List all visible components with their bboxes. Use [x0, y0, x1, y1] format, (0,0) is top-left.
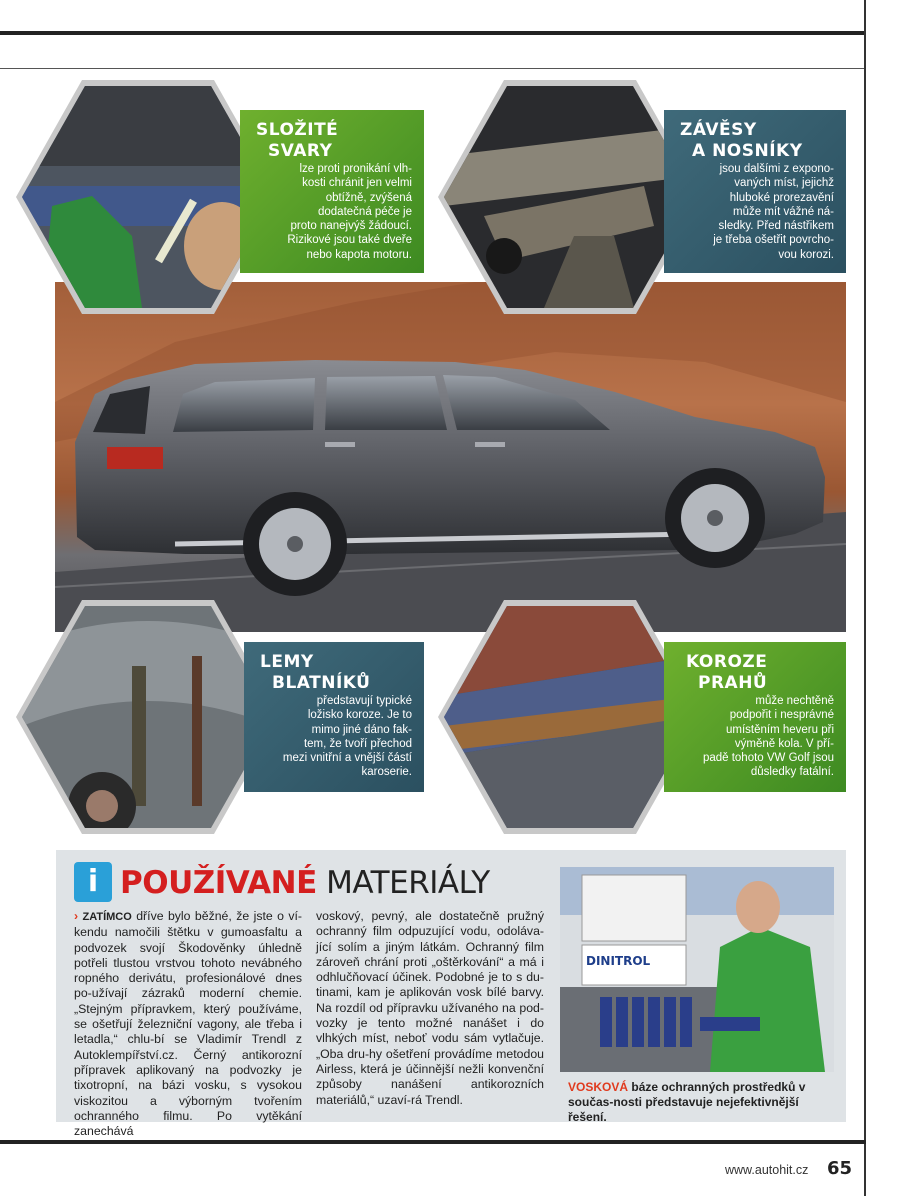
hero-car-photo [55, 282, 846, 632]
hex-photo-welds [22, 86, 274, 308]
hex-photo-sill [444, 606, 696, 828]
caption-zavesy-title: ZÁVĚSY A NOSNÍKY [680, 120, 803, 161]
info-column-2-text: voskový, pevný, ale dostatečně pružný ochranný film odpuzující vodu, odoláva-jící solím a jiným látkám. Ochranný film zároveň chrání proti „oštěrkování“ a má i odhlučňovací účinek. Podobné je to s du-tinami, kam je aplikován vosk bílé barvy. Na rozdíl od přípravku užívaného na pod-vozky je tento možné nanášet i do vlhkých míst, neboť vodu sám vytlačuje. „Oba dru-hy ošetření provádíme metodou Airless, která je účinnější nežli konvenční způsoby nanášení antikorozních materiálů,“ uzaví-rá Trendl. [316, 909, 544, 1107]
info-column-2 [316, 909, 544, 1108]
info-icon: i [74, 862, 112, 902]
top-rule-thin [0, 68, 866, 69]
caption-zavesy [664, 110, 846, 273]
product-photo-caption [568, 1080, 840, 1125]
caption-lemy [244, 642, 424, 792]
info-box-title [120, 864, 490, 902]
info-title-light: MATERIÁLY [326, 865, 490, 901]
footer-url: www.autohit.cz [725, 1163, 809, 1177]
product-photo-caption-highlight: VOSKOVÁ [568, 1080, 629, 1094]
caption-svary-text: lze proti pronikání vlh- kosti chránit jen velmi obtížně, zvýšená dodatečná péče je proto nanejvýš žádoucí. Rizikové jsou také dveře nebo kapota motoru. [287, 163, 412, 261]
caption-prahy-title: KOROZE PRAHŮ [686, 652, 768, 693]
page-edge [864, 0, 866, 1196]
dinitrol-sign: DINITROL [586, 954, 651, 968]
caption-prahy-text: může nechtěně podpořit i nesprávné umístěním heveru při výměně kola. V pří- padě tohoto VW Golf jsou důsledky fatální. [702, 695, 834, 779]
info-column-1-text: dříve bylo běžné, že jste o ví-kendu namočili štětku v gumoasfaltu a podvozek svojí Škodověnky úhledně potřeli tlustou vrstvou tohoto nevábného ropného derivátu, profesionálové dnes po-užívají zázraků moderní chemie. „Stejným přípravkem, který používáme, se ošetřují železniční vagony, ale třeba i letadla,“ chlu-bí se Vladimír Trendl z Autoklempířství.cz. Černý antikorozní přípravek aplikovaný na podvozky je tixotropní, na bázi vosku, s vysokou viskozitou a výborným tvořením ochranného filmu. Po vytěkání zanechává [74, 909, 303, 1139]
product-photo [560, 867, 834, 1072]
caption-svary-title: SLOŽITÉ SVARY [256, 120, 339, 161]
hex-photo-suspension [444, 86, 696, 308]
info-title-bold: POUŽÍVANÉ [120, 865, 317, 901]
info-column-1 [74, 909, 302, 1139]
hex-photo-wheel-arch [22, 606, 274, 828]
caption-lemy-title: LEMY BLATNÍKŮ [260, 652, 371, 693]
caption-zavesy-text: jsou dalšími z expono- vaných míst, jejichž hluboké prorezavění může mít vážné ná- sledky. Před nástřikem je třeba ošetřit povrcho- vou korozi. [713, 163, 834, 261]
caption-prahy [664, 642, 846, 792]
caption-svary [240, 110, 424, 273]
top-rule [0, 31, 866, 35]
bottom-rule [0, 1140, 866, 1144]
caption-lemy-text: představují typické ložisko koroze. Je to mimo jiné dáno fak- tem, že tvoří přechod mezi vnitřní a vnější částí karoserie. [282, 695, 412, 779]
product-photo-caption-text: báze ochranných prostředků v součas-nosti představuje nejefektivnější řešení. [568, 1080, 806, 1124]
info-column-1-lead: ZATÍMCO [82, 911, 132, 923]
page-number: 65 [827, 1158, 853, 1179]
lead-arrow-icon: › [74, 909, 79, 923]
